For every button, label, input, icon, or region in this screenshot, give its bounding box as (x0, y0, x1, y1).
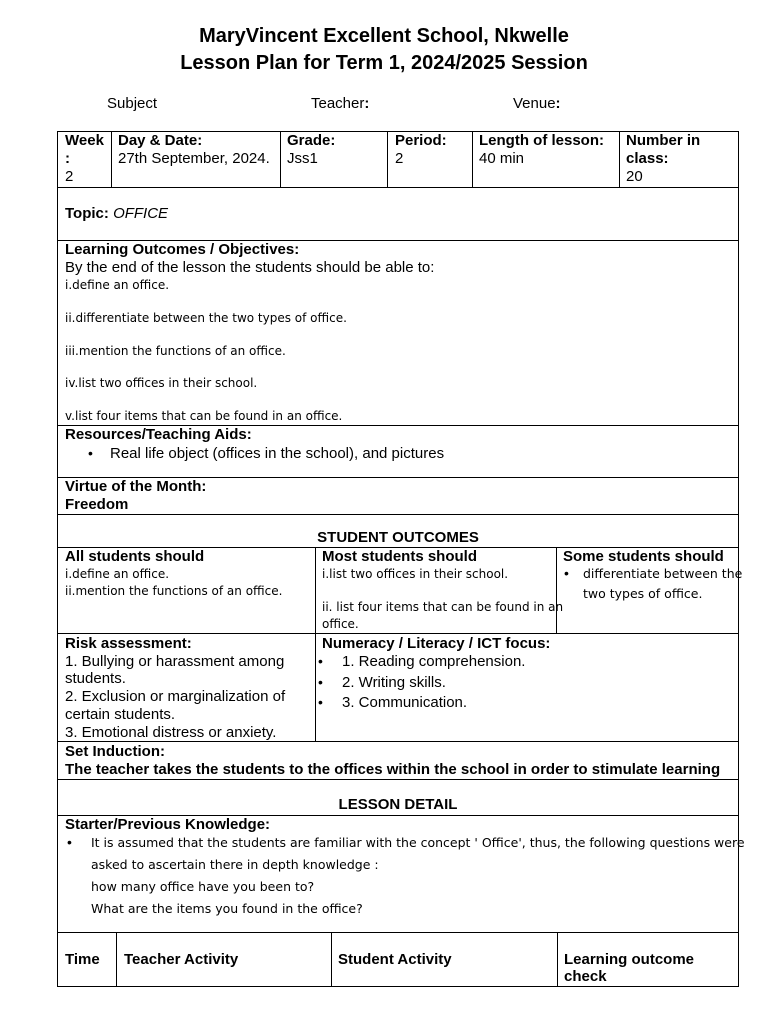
learning-check-header: Learning outcome (564, 951, 695, 968)
some-students-item: two types of office. (583, 586, 703, 601)
starter-line: What are the items you found in the office? (91, 901, 363, 916)
length-label: Length of lesson: (479, 132, 604, 149)
period-label: Period: (395, 132, 447, 149)
time-header: Time (65, 951, 100, 968)
all-students-heading: All students should (65, 548, 205, 565)
day-value: 27th September, 2024. (118, 150, 270, 167)
day-label: Day & Date: (118, 132, 203, 149)
student-outcomes-heading: STUDENT OUTCOMES (317, 529, 479, 546)
starter-heading: Starter/Previous Knowledge: (65, 816, 271, 833)
objective-item: iii.mention the functions of an office. (65, 344, 286, 358)
induction-heading: Set Induction: (65, 743, 165, 760)
risk-heading: Risk assessment: (65, 635, 192, 652)
some-students-heading: Some students should (563, 548, 724, 565)
bullet-icon: • (318, 653, 323, 669)
risk-line: certain students. (65, 706, 176, 723)
risk-line: 2. Exclusion or marginalization of (65, 688, 286, 705)
virtue-heading: Virtue of the Month: (65, 478, 207, 495)
learning-check-header-2: check (564, 968, 607, 985)
topic-label: Topic: (65, 205, 109, 222)
objectives-heading: Learning Outcomes / Objectives: (65, 241, 300, 258)
bullet-icon: • (88, 445, 93, 461)
length-value: 40 min (479, 150, 525, 167)
teacher-activity-header: Teacher Activity (124, 951, 239, 968)
all-students-item: i.define an office. (65, 567, 170, 581)
bullet-icon: • (564, 565, 569, 581)
bullet-icon: • (318, 694, 323, 710)
teacher-label: Teacher: (311, 95, 370, 112)
risk-line: 3. Emotional distress or anxiety. (65, 724, 277, 741)
topic (65, 205, 168, 223)
resources-item: Real life object (offices in the school), and pictures (110, 445, 445, 462)
week-value: 2 (65, 168, 74, 185)
objective-item: iv.list two offices in their school. (65, 376, 258, 390)
starter-line: asked to ascertain there in depth knowledge : (91, 857, 379, 872)
focus-item: 3. Communication. (342, 694, 468, 711)
bullet-icon: • (318, 674, 323, 690)
lesson-detail-heading: LESSON DETAIL (338, 796, 458, 813)
most-students-heading: Most students should (322, 548, 477, 565)
week-label: Week (65, 132, 104, 149)
starter-line: how many office have you been to? (91, 879, 315, 894)
focus-item: 2. Writing skills. (342, 674, 446, 691)
objectives-intro: By the end of the lesson the students should be able to: (65, 259, 435, 276)
objective-item: v.list four items that can be found in an office. (65, 409, 343, 423)
risk-line: students. (65, 670, 126, 687)
number-value: 20 (626, 168, 643, 185)
number-label-2: class: (626, 150, 669, 167)
topic-value: OFFICE (113, 205, 169, 222)
most-students-item: ii. list four items that can be found in an (322, 600, 564, 614)
number-label: Number in (626, 132, 701, 149)
week-label-colon: : (65, 150, 70, 167)
focus-item: 1. Reading comprehension. (342, 653, 526, 670)
plan-title: Lesson Plan for Term 1, 2024/2025 Session (180, 52, 588, 74)
some-students-item: differentiate between the (583, 566, 743, 581)
induction-text: The teacher takes the students to the offices within the school in order to stimulate learning (65, 761, 721, 778)
subject-label: Subject (107, 95, 158, 112)
school-name: MaryVincent Excellent School, Nkwelle (199, 25, 569, 47)
objective-item: i.define an office. (65, 278, 170, 292)
period-value: 2 (395, 150, 404, 167)
student-activity-header: Student Activity (338, 951, 452, 968)
starter-line: It is assumed that the students are familiar with the concept ' Office', thus, the following questions were (91, 835, 745, 850)
grade-value: Jss1 (287, 150, 318, 167)
risk-line: 1. Bullying or harassment among (65, 653, 285, 670)
focus-heading: Numeracy / Literacy / ICT focus: (322, 635, 551, 652)
all-students-item: ii.mention the functions of an office. (65, 584, 283, 598)
virtue-value: Freedom (65, 496, 129, 513)
grade-label: Grade: (287, 132, 336, 149)
most-students-item: office. (322, 617, 359, 631)
resources-heading: Resources/Teaching Aids: (65, 426, 252, 443)
most-students-item: i.list two offices in their school. (322, 567, 509, 581)
bullet-icon: • (67, 834, 72, 850)
venue-label: Venue: (513, 95, 561, 112)
objective-item: ii.differentiate between the two types of office. (65, 311, 347, 325)
